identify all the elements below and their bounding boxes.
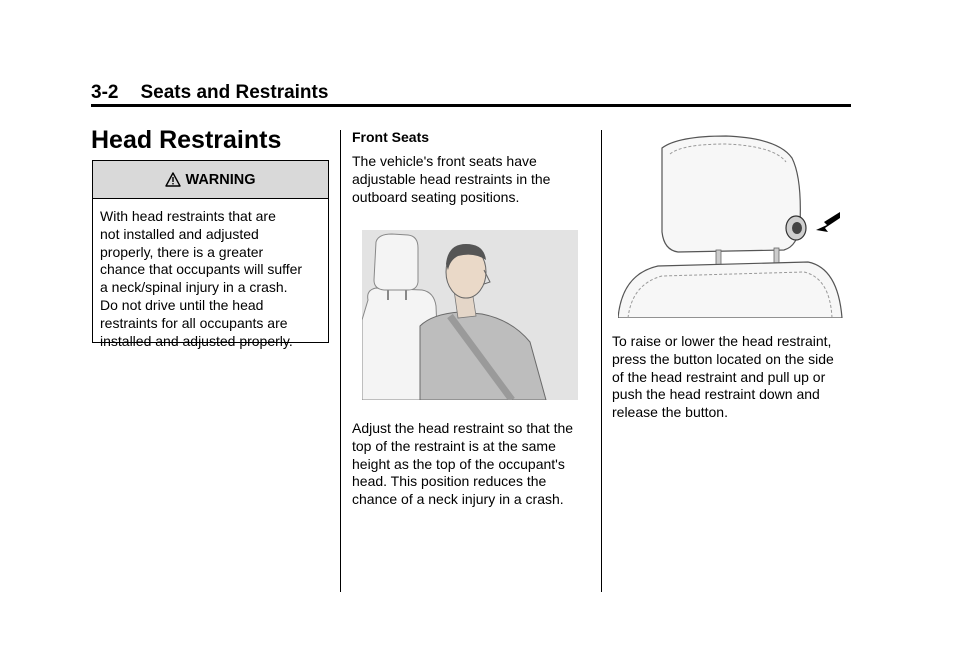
section-number: 3-2 [91, 82, 119, 103]
column-divider-2 [601, 130, 602, 592]
page-header [91, 82, 328, 104]
page-title: Head Restraints [91, 126, 282, 154]
raise-lower-paragraph: To raise or lower the head restraint, press the button located on the side of the head restraint and pull up or push the head restraint down and release the button. [612, 333, 834, 421]
front-seats-heading: Front Seats [352, 129, 430, 145]
occupant-head-restraint-illustration [362, 230, 578, 400]
warning-triangle-icon [165, 172, 181, 187]
section-title: Seats and Restraints [140, 82, 329, 103]
warning-header [93, 161, 328, 199]
warning-label: WARNING [185, 171, 256, 188]
warning-box [92, 160, 329, 349]
column-divider-1 [340, 130, 341, 592]
adjust-paragraph: Adjust the head restraint so that the top of the restraint is at the same height as the top of the occupant's head. This position reduces the chance of a neck injury in a crash. [352, 420, 574, 508]
front-seats-intro: The vehicle's front seats have adjustable head restraints in the outboard seating positions. [352, 153, 551, 205]
head-restraint-button-illustration [618, 134, 844, 318]
header-rule [91, 104, 851, 107]
warning-text: With head restraints that are not installed and adjusted properly, there is a greater chance that occupants will suffer a neck/spinal injury in a crash. Do not drive until the head restraints for all occupants are installed and adjusted properly. [100, 208, 303, 349]
